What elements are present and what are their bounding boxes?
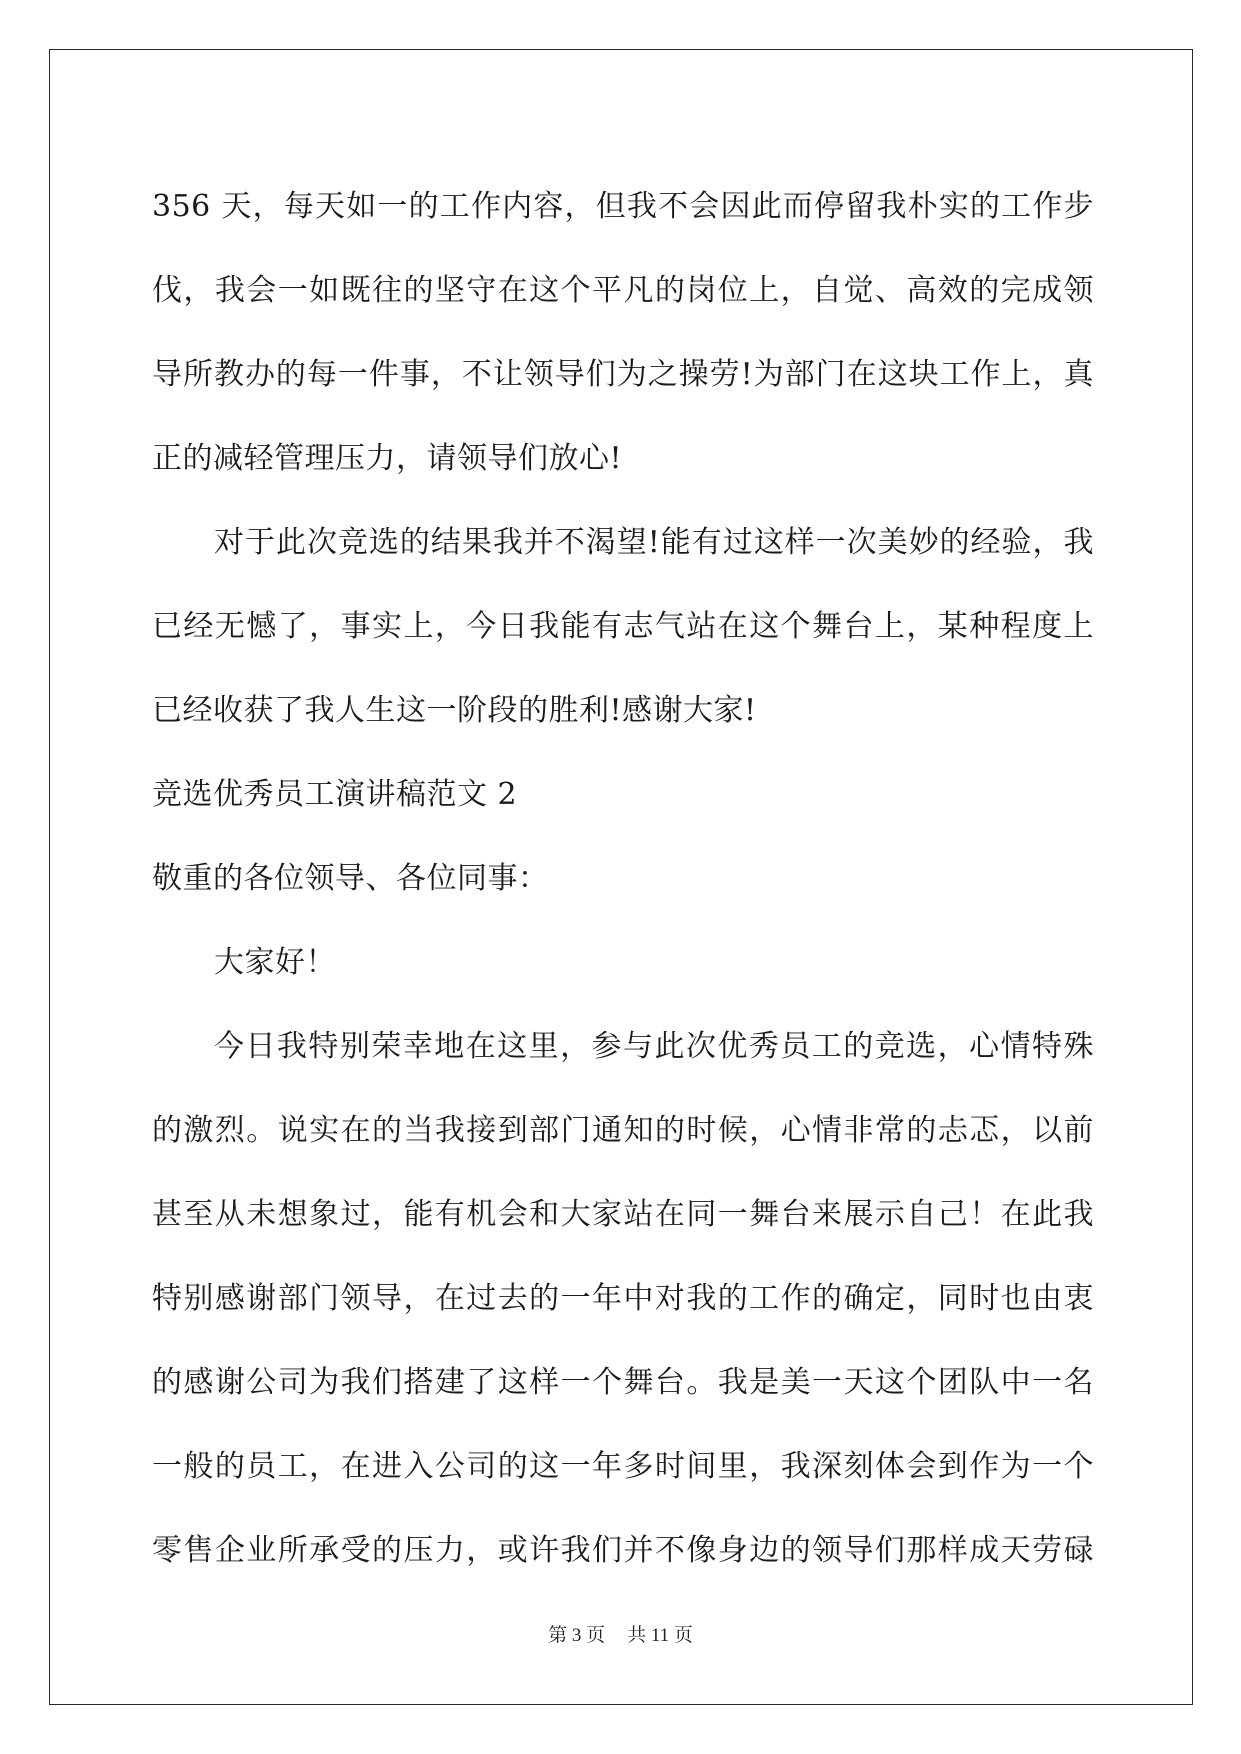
paragraph-line: 已经无憾了，事实上，今日我能有志气站在这个舞台上，某种程度上 xyxy=(152,609,1094,644)
salutation: 敬重的各位领导、各位同事： xyxy=(152,861,549,896)
page-footer xyxy=(0,1620,1241,1647)
paragraph-line: 甚至从未想象过，能有机会和大家站在同一舞台来展示自己！在此我 xyxy=(152,1197,1094,1232)
paragraph-line: 伐，我会一如既往的坚守在这个平凡的岗位上，自觉、高效的完成领 xyxy=(152,273,1094,308)
paragraph-line: 导所教办的每一件事，不让领导们为之操劳!为部门在这块工作上，真 xyxy=(152,357,1094,392)
paragraph-line: 今日我特别荣幸地在这里，参与此次优秀员工的竞选，心情特殊 xyxy=(214,1029,1094,1064)
page-number: 第 3 页 xyxy=(548,1625,606,1646)
paragraph-line: 对于此次竞选的结果我并不渴望!能有过这样一次美妙的经验，我 xyxy=(214,525,1094,560)
document-body xyxy=(152,165,1094,1593)
section-heading: 竞选优秀员工演讲稿范文 2 xyxy=(152,777,518,812)
paragraph-line: 356 天，每天如一的工作内容，但我不会因此而停留我朴实的工作步 xyxy=(152,189,1094,224)
paragraph-line: 一般的员工，在进入公司的这一年多时间里，我深刻体会到作为一个 xyxy=(152,1449,1094,1484)
paragraph-line: 特别感谢部门领导，在过去的一年中对我的工作的确定，同时也由衷 xyxy=(152,1281,1094,1316)
greeting: 大家好！ xyxy=(214,945,336,980)
paragraph-line: 的感谢公司为我们搭建了这样一个舞台。我是美一天这个团队中一名 xyxy=(152,1365,1094,1400)
paragraph-line: 正的减轻管理压力，请领导们放心! xyxy=(152,441,623,476)
paragraph-line: 的激烈。说实在的当我接到部门通知的时候，心情非常的忐忑，以前 xyxy=(152,1113,1094,1148)
paragraph-line: 已经收获了我人生这一阶段的胜利!感谢大家! xyxy=(152,693,757,728)
paragraph-line: 零售企业所承受的压力，或许我们并不像身边的领导们那样成天劳碌 xyxy=(152,1533,1094,1568)
page-total: 共 11 页 xyxy=(627,1625,693,1646)
